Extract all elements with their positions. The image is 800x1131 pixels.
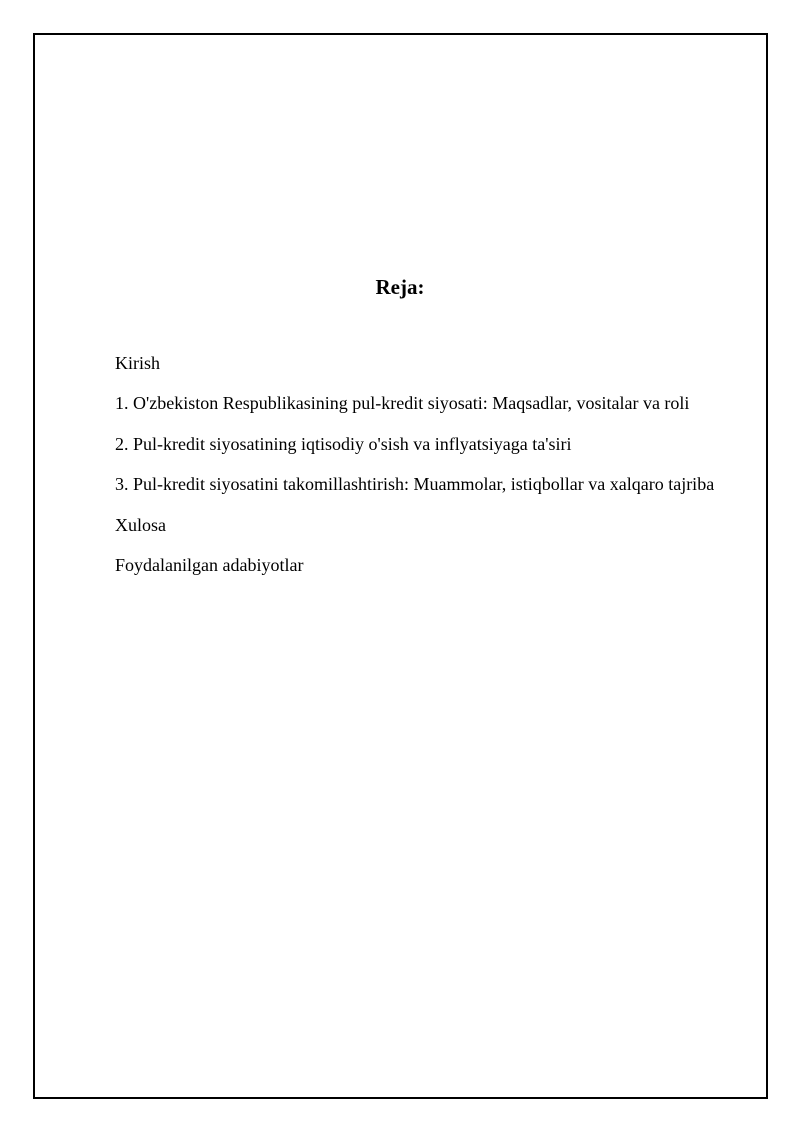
toc-item-chapter-3: 3. Pul-kredit siyosatini takomillashtirish: Muammolar, istiqbollar va xalqaro tajriba — [115, 474, 715, 495]
toc-item-chapter-2: 2. Pul-kredit siyosatining iqtisodiy o'sish va inflyatsiyaga ta'siri — [115, 433, 572, 454]
toc-item-introduction: Kirish — [115, 353, 160, 373]
toc-item-conclusion: Xulosa — [115, 514, 166, 535]
toc-item-references: Foydalanilgan adabiyotlar — [115, 554, 304, 575]
toc-item-chapter-1: 1. O'zbekiston Respublikasining pul-kredit siyosati: Maqsadlar, vositalar va roli — [115, 393, 690, 414]
table-of-contents — [115, 350, 714, 592]
page-title: Reja: — [375, 275, 425, 299]
